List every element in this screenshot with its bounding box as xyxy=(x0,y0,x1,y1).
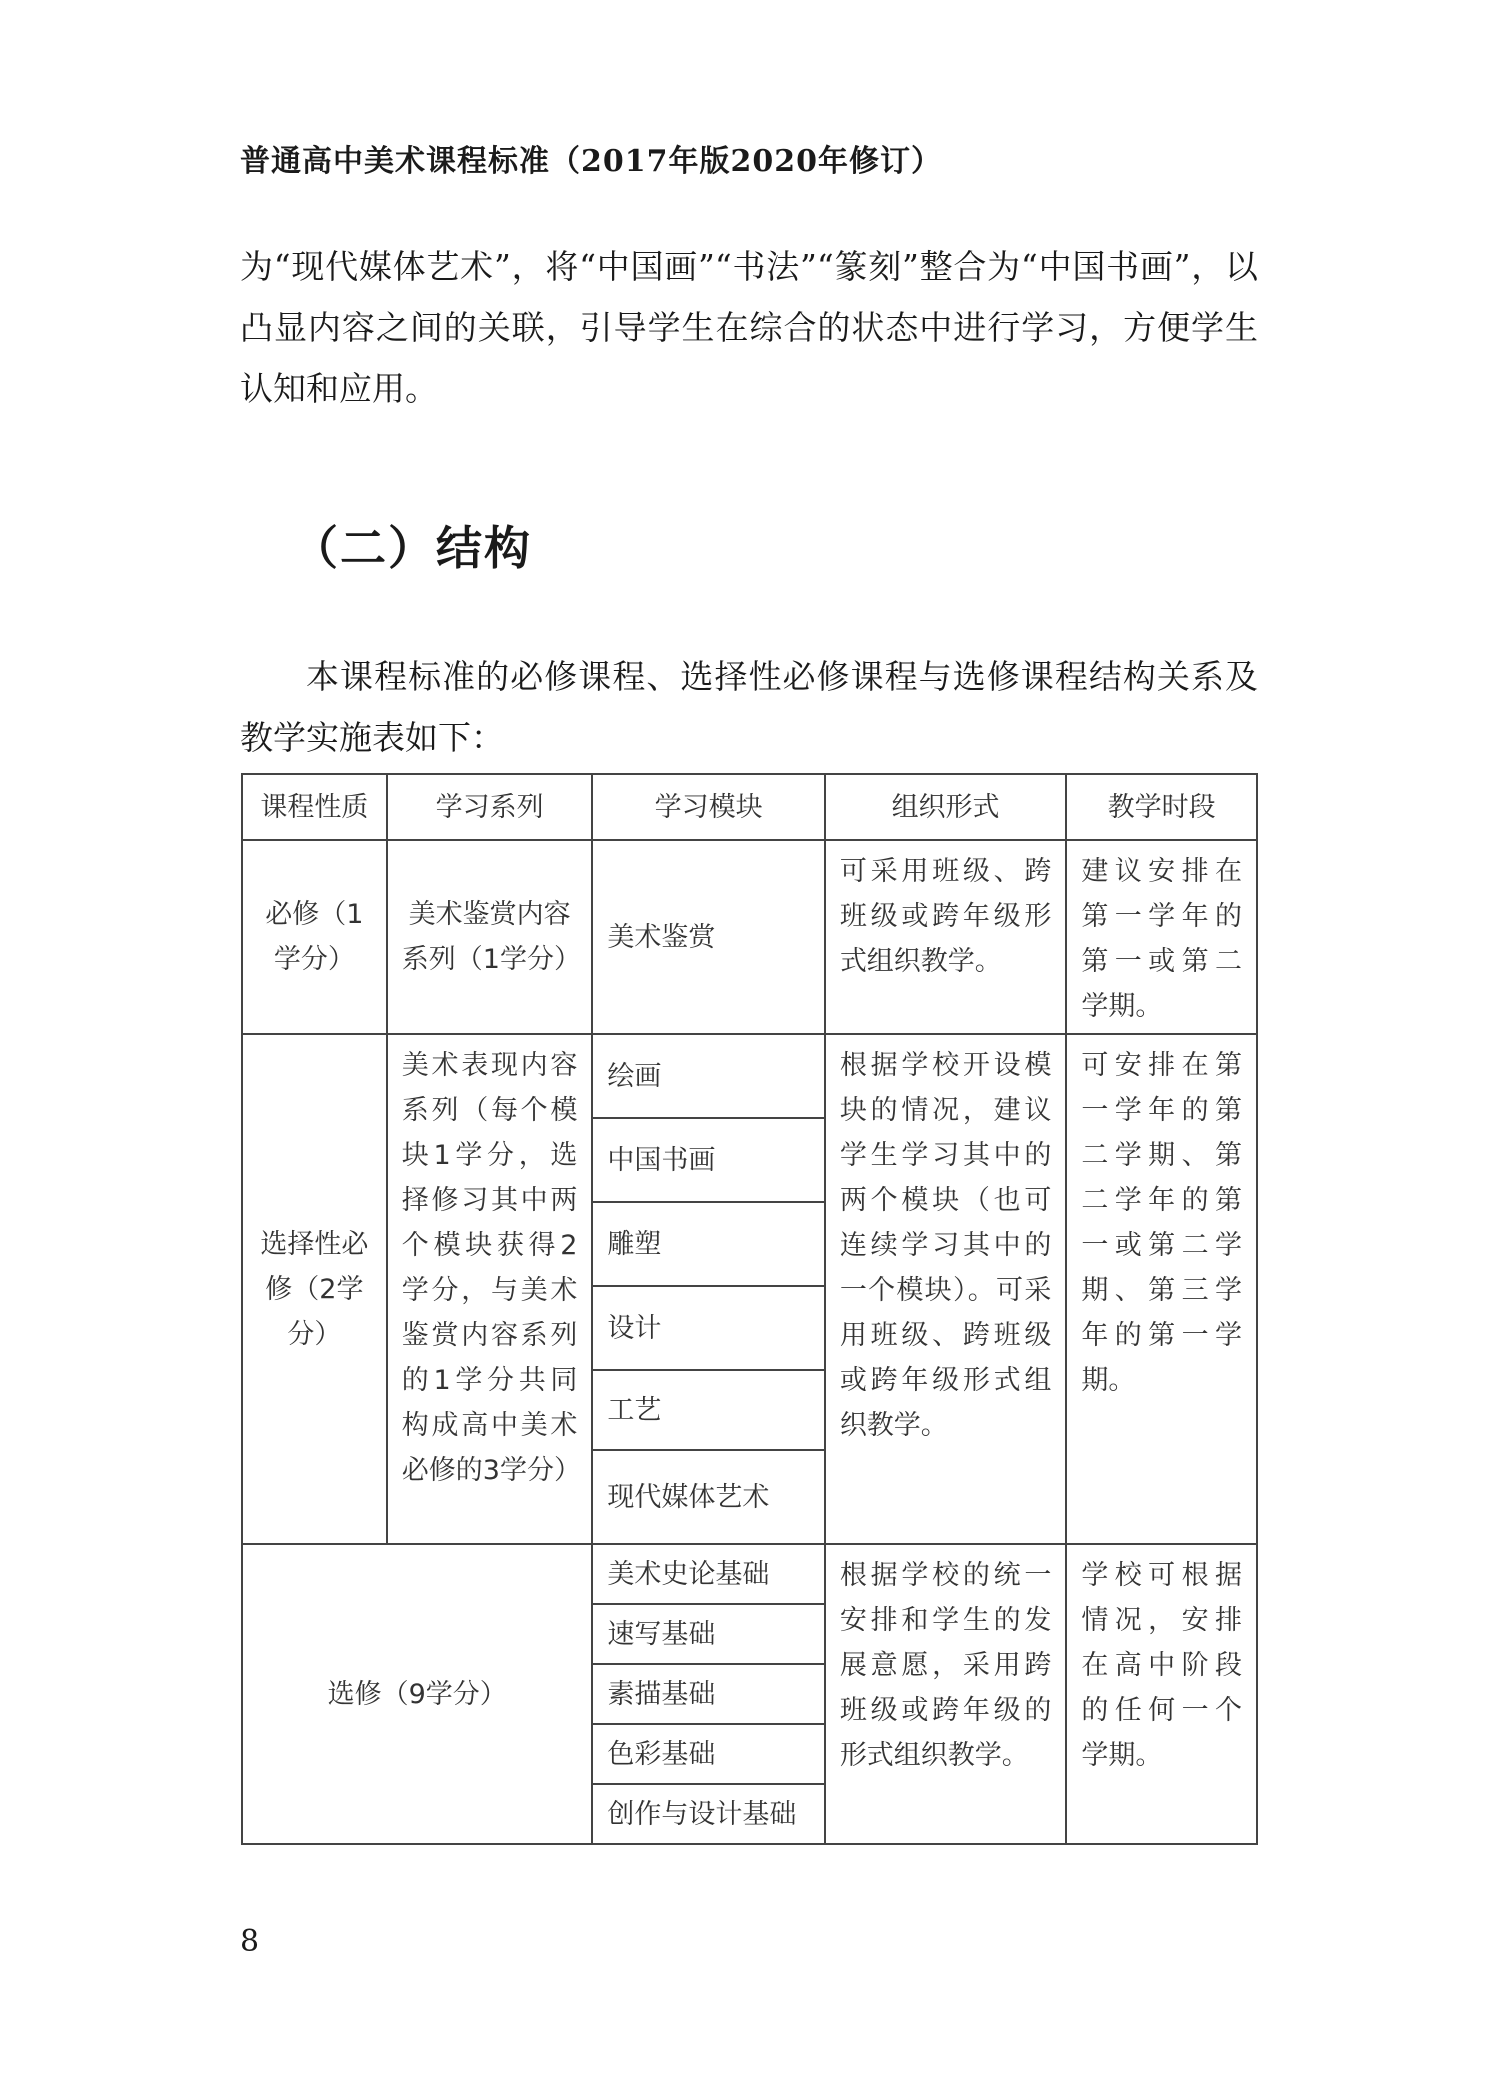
required-module: 美术鉴赏 xyxy=(592,840,824,1034)
required-nature: 必修（1学分） xyxy=(242,840,387,1034)
curriculum-structure-table xyxy=(241,773,1258,1845)
selective-series: 美术表现内容系列（每个模块1学分，选择修习其中两个模块获得2学分，与美术鉴赏内容系列的1学分共同构成高中美术必修的3学分） xyxy=(387,1034,593,1544)
elective-module-2: 速写基础 xyxy=(592,1604,824,1664)
table-row-elective xyxy=(242,1544,1257,1604)
elective-module-4: 色彩基础 xyxy=(592,1724,824,1784)
structure-intro-paragraph: 本课程标准的必修课程、选择性必修课程与选修课程结构关系及教学实施表如下： xyxy=(240,657,1258,757)
selective-timing: 可安排在第一学年的第二学期、第二学年的第一或第二学期、第三学年的第一学期。 xyxy=(1066,1034,1257,1544)
intro-paragraph: 为“现代媒体艺术”，将“中国画”“书法”“篆刻”整合为“中国书画”，以凸显内容之间的关联，引导学生在综合的状态中进行学习，方便学生认知和应用。 xyxy=(240,247,1258,408)
table-header-row xyxy=(242,774,1257,840)
elective-module-5: 创作与设计基础 xyxy=(592,1784,824,1844)
selective-module-6: 现代媒体艺术 xyxy=(592,1450,824,1544)
running-header: 普通高中美术课程标准（2017年版2020年修订） xyxy=(240,144,942,179)
elective-module-1: 美术史论基础 xyxy=(592,1544,824,1604)
table-row-selective xyxy=(242,1034,1257,1118)
required-series: 美术鉴赏内容系列（1学分） xyxy=(387,840,593,1034)
selective-module-2: 中国书画 xyxy=(592,1118,824,1202)
section-heading: （二）结构 xyxy=(292,521,532,575)
header-series: 学习系列 xyxy=(387,774,593,840)
header-nature: 课程性质 xyxy=(242,774,387,840)
table-row-required xyxy=(242,840,1257,1034)
selective-module-4: 设计 xyxy=(592,1286,824,1370)
required-organization: 可采用班级、跨班级或跨年级形式组织教学。 xyxy=(825,840,1067,1034)
elective-organization: 根据学校的统一安排和学生的发展意愿，采用跨班级或跨年级的形式组织教学。 xyxy=(825,1544,1067,1844)
elective-timing: 学校可根据情况，安排在高中阶段的任何一个学期。 xyxy=(1066,1544,1257,1844)
selective-nature: 选择性必修（2学分） xyxy=(242,1034,387,1544)
selective-module-3: 雕塑 xyxy=(592,1202,824,1286)
required-timing: 建议安排在第一学年的第一或第二学期。 xyxy=(1066,840,1257,1034)
header-timing: 教学时段 xyxy=(1066,774,1257,840)
selective-organization: 根据学校开设模块的情况，建议学生学习其中的两个模块（也可连续学习其中的一个模块）。可采用班级、跨班级或跨年级形式组织教学。 xyxy=(825,1034,1067,1544)
header-organization: 组织形式 xyxy=(825,774,1067,840)
elective-nature: 选修（9学分） xyxy=(242,1544,592,1844)
elective-module-3: 素描基础 xyxy=(592,1664,824,1724)
page-number: 8 xyxy=(240,1924,260,1959)
selective-module-1: 绘画 xyxy=(592,1034,824,1118)
selective-module-5: 工艺 xyxy=(592,1370,824,1450)
header-module: 学习模块 xyxy=(592,774,824,840)
